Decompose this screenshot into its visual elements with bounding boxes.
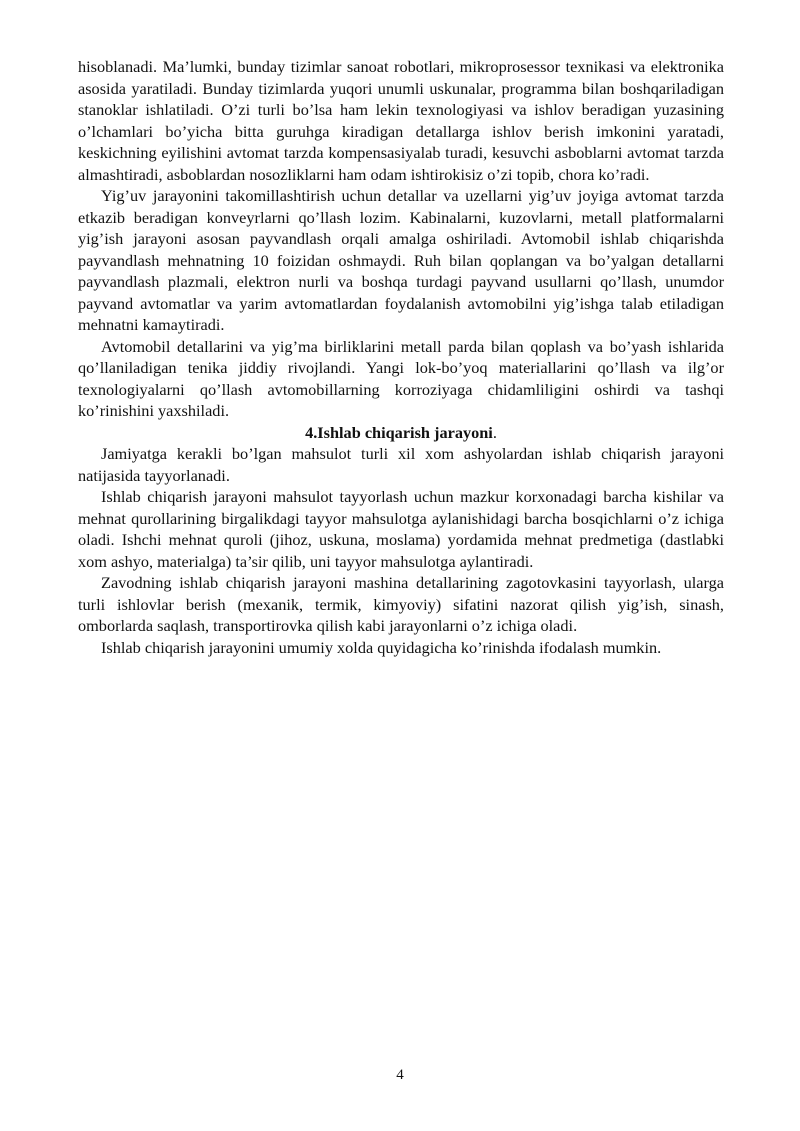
section-heading-title: 4.Ishlab chiqarish jarayoni: [305, 422, 493, 442]
paragraph-intro: Jamiyatga kerakli bo’lgan mahsulot turli xil xom ashyolardan ishlab chiqarish jarayoni natijasida tayyorlanadi.: [78, 444, 724, 485]
section-heading-suffix: .: [492, 422, 497, 442]
section-heading: [78, 422, 724, 444]
paragraph-coating: Avtomobil detallarini va yig’ma birliklarini metall parda bilan qoplash va bo’yash ishlarida qo’llaniladigan tenika jiddiy rivojlandi. Yangi lok-bo’yoq materiallarini qo’llash va ilg’or texnologiyalarni qo’llash avtomobillarning korroziyaga chidamliligini oshirdi va tashqi ko’rinishini yaxshiladi.: [78, 336, 724, 420]
page-body: [78, 56, 724, 658]
paragraph-factory-process: Zavodning ishlab chiqarish jarayoni mashina detallarining zagotovkasini tayyorlash, ularga turli ishlovlar berish (mexanik, termik, kimyoviy) sifatini nazorat qilish yig’ish, sinash, omborlarda saqlash, transportirovka qilish kabi jarayonlarni o’z ichiga oladi.: [78, 573, 724, 635]
paragraph-process-definition: Ishlab chiqarish jarayoni mahsulot tayyorlash uchun mazkur korxonadagi barcha kishilar va mehnat qurollarining birgalikdagi tayyor mahsulotga aylanishidagi barcha bosqichlarni o’z ichiga oladi. Ishchi mehnat quroli (jihoz, uskuna, moslama) yordamida mehnat predmetiga (dastlabki xom ashyo, materialga) ta’sir qilib, uni tayyor mahsulotga aylantiradi.: [78, 487, 724, 571]
paragraph-continuation: hisoblanadi. Ma’lumki, bunday tizimlar sanoat robotlari, mikroprosessor texnikasi va elektronika asosida yaratiladi. Bunday tizimlarda yuqori unumli uskunalar, programma bilan boshqariladigan stanoklar ishlatiladi. O’zi turli bo’lsa ham lekin texnologiyasi va ishlov beradigan yuzasining o’lchamlari bo’yicha bitta guruhga kiradigan detallarga ishlov berish imkonini yaratadi, keskichning eyilishini avtomat tarzda kompensasiyalab turadi, kesuvchi asboblarni avtomat tarzda almashtiradi, asboblardan nosozliklarni ham odam ishtirokisiz o’zi topib, chora ko’radi.: [78, 57, 724, 184]
paragraph-assembly: Yig’uv jarayonini takomillashtirish uchun detallar va uzellarni yig’uv joyiga avtomat tarzda etkazib beradigan konveyrlarni qo’llash lozim. Kabinalarni, kuzovlarni, metall platformalarni yig’ish jarayoni asosan payvandlash orqali amalga oshiriladi. Avtomobil ishlab chiqarishda payvandlash mehnatning 10 foizidan oshmaydi. Ruh bilan qoplangan va bo’yalgan detallarni payvandlash plazmali, elektron nurli va boshqa turdagi payvand usullarni qo’llash, unumdor payvand avtomatlar va yarim avtomatlardan foydalanish avtomobilni yig’ishga talab etiladigan mehnatni kamaytiradi.: [78, 186, 724, 334]
paragraph-expression: Ishlab chiqarish jarayonini umumiy xolda quyidagicha ko’rinishda ifodalash mumkin.: [101, 637, 662, 657]
page-number: 4: [396, 1067, 404, 1083]
